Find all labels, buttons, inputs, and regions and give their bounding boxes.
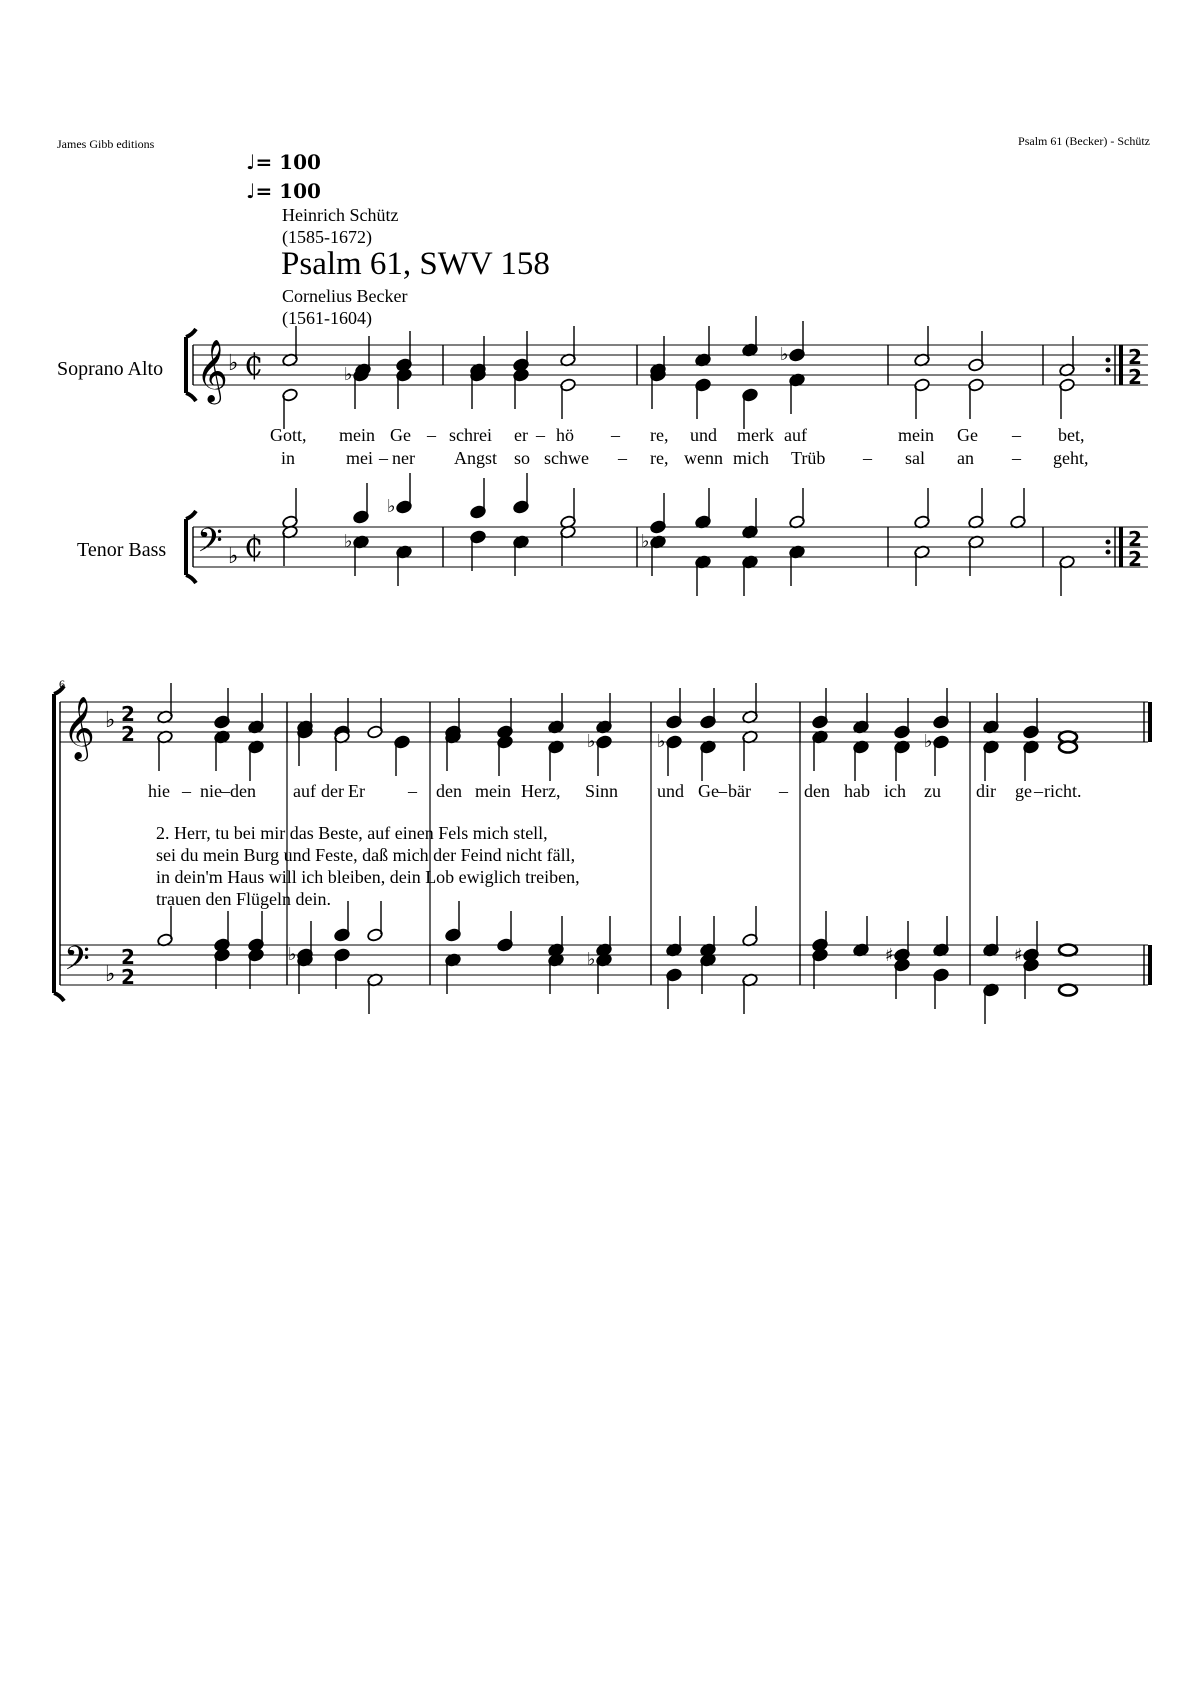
lyric-syllable: Ge [390,425,411,445]
key-signature-flat: ♭ [228,544,239,569]
lyric-syllable: mei [346,448,373,468]
lyric-hyphen: – [182,781,191,801]
whole-note [1059,985,1077,996]
treble-clef-icon: 𝄞 [196,339,228,402]
lyric-syllable: sal [905,448,925,468]
lyric-syllable: und [690,425,717,445]
quarter-note-icon: ♩ [246,179,256,203]
lyric-syllable: bet, [1058,425,1085,445]
time-sig-numerator: 2 [1128,345,1142,369]
lyric-syllable: auf [293,781,316,801]
flat-sign: ♭ [587,731,596,752]
time-sig-denominator: 2 [1128,365,1142,389]
bass-clef-icon: 𝄢 [197,522,223,568]
flat-sign: ♭ [288,944,297,965]
flat-sign: ♭ [657,731,666,752]
key-signature-flat: ♭ [105,962,116,987]
poet-dates: (1561-1604) [282,308,372,328]
sharp-sign: ♯ [885,945,894,966]
lyric-syllable: in [281,448,296,468]
lyric-syllable: schrei [449,425,492,445]
lyric-hyphen: – [408,781,417,801]
verse-line: trauen den Flügeln dein. [156,889,331,909]
lyric-syllable: ge [1015,781,1032,801]
cut-time-icon: ₵ [244,348,264,383]
lyric-syllable: Trüb [791,448,826,468]
lyric-hyphen: – [618,448,627,468]
lyric-syllable: hie [148,781,170,801]
lyric-syllable: schwe [544,448,589,468]
staff-label-tenor-bass: Tenor Bass [77,539,167,561]
lyric-syllable: zu [924,781,941,801]
lyric-syllable: geht, [1053,448,1089,468]
tempo-value-2: = 100 [255,179,321,203]
lyric-syllable: der [321,781,344,801]
lyric-hyphen: – [779,781,788,801]
verse-line: sei du mein Burg und Feste, daß mich der Feind nicht fäll, [156,845,576,865]
lyric-hyphen: – [718,781,727,801]
lyric-syllable: hö [556,425,574,445]
lyric-syllable: merk [737,425,774,445]
lyric-hyphen: – [1012,425,1021,445]
lyric-syllable: Er [348,781,365,801]
lyric-syllable: Herz, [521,781,561,801]
cut-time-icon: ₵ [244,530,264,565]
lyric-syllable: re, [650,425,669,445]
lyric-hyphen: – [1034,781,1043,801]
time-sig-denominator: 2 [121,722,135,746]
repeat-dot [1106,540,1111,545]
composer-name: Heinrich Schütz [282,205,399,225]
sharp-sign: ♯ [1014,945,1023,966]
repeat-dot [1106,550,1111,555]
lyric-syllable: ner [392,448,415,468]
lyric-hyphen: – [611,425,620,445]
lyric-syllable: und [657,781,684,801]
lyric-syllable: Sinn [585,781,619,801]
lyric-syllable: den [436,781,462,801]
lyric-syllable: richt. [1044,781,1082,801]
tempo-value-1: = 100 [255,150,321,174]
running-title: Psalm 61 (Becker) - Schütz [1018,134,1150,148]
key-signature-flat: ♭ [105,708,116,733]
flat-sign: ♭ [780,344,789,365]
lyric-hyphen: – [1012,448,1021,468]
time-sig-numerator: 2 [1128,527,1142,551]
lyric-syllable: bär [728,781,751,801]
lyric-hyphen: – [379,448,388,468]
lyric-syllable: re, [650,448,669,468]
poet-name: Cornelius Becker [282,286,408,306]
lyric-syllable: an [957,448,974,468]
lyric-syllable: hab [844,781,870,801]
lyric-syllable: den [230,781,256,801]
lyric-syllable: Ge [957,425,978,445]
lyric-syllable: mich [733,448,769,468]
measure-number: 6 [59,677,65,691]
lyric-syllable: er [514,425,528,445]
lyric-syllable: auf [784,425,807,445]
lyric-syllable: mein [898,425,934,445]
lyric-syllable: so [514,448,531,468]
staff-label-soprano-alto: Soprano Alto [57,358,164,380]
time-sig-numerator: 2 [121,702,135,726]
treble-clef-icon: 𝄞 [63,696,95,759]
lyric-syllable: Angst [454,448,498,468]
composer-dates: (1585-1672) [282,227,372,247]
verse-line: 2. Herr, tu bei mir das Beste, auf einen Fels mich stell, [156,823,548,843]
flat-sign: ♭ [924,731,933,752]
flat-sign: ♭ [587,949,596,970]
lyric-hyphen: – [536,425,545,445]
lyric-syllable: den [804,781,830,801]
lyric-syllable: dir [976,781,996,801]
flat-sign: ♭ [344,531,353,552]
lyric-syllable: Gott, [270,425,307,445]
lyric-syllable: ich [884,781,906,801]
whole-note [1059,742,1077,753]
lyric-syllable: mein [475,781,511,801]
bass-clef-icon: 𝄢 [64,940,90,986]
lyric-syllable: Ge [698,781,719,801]
whole-note [1059,945,1077,956]
lyric-syllable: wenn [684,448,723,468]
lyric-hyphen: – [221,781,230,801]
flat-sign: ♭ [641,531,650,552]
verse-line: in dein'm Haus will ich bleiben, dein Lob ewiglich treiben, [156,867,580,887]
piece-title: Psalm 61, SWV 158 [281,246,550,282]
flat-sign: ♭ [387,496,396,517]
time-sig-numerator: 2 [121,945,135,969]
repeat-dot [1106,358,1111,363]
repeat-dot [1106,368,1111,373]
lyric-syllable: mein [339,425,375,445]
key-signature-flat: ♭ [228,351,239,376]
flat-sign: ♭ [344,364,353,385]
time-sig-denominator: 2 [121,965,135,989]
time-sig-denominator: 2 [1128,547,1142,571]
lyric-hyphen: – [427,425,436,445]
quarter-note-icon: ♩ [246,150,256,174]
lyric-syllable: nie [200,781,222,801]
lyric-hyphen: – [863,448,872,468]
edition-credit: James Gibb editions [57,137,155,151]
